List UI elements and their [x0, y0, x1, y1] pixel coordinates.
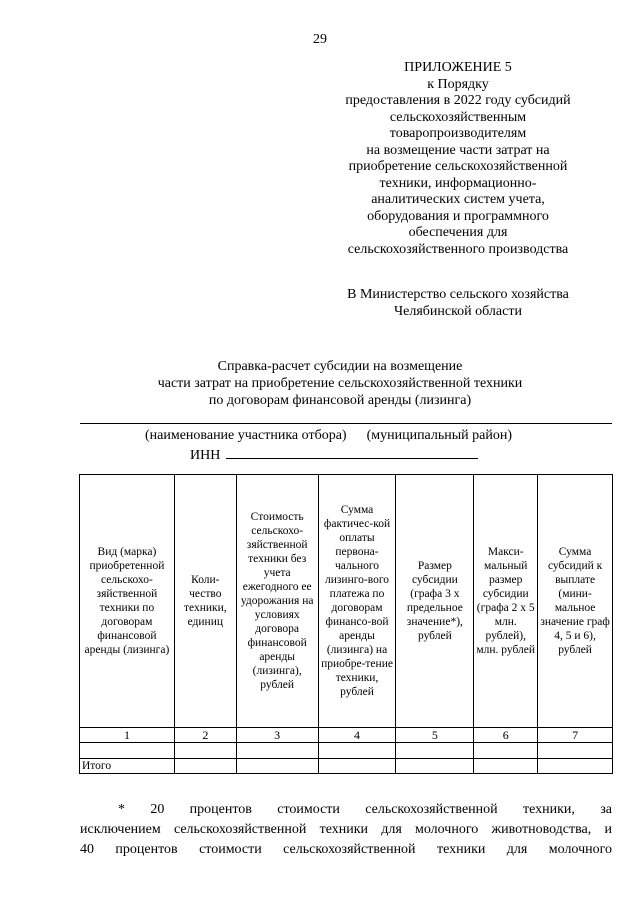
title-line: по договорам финансовой аренды (лизинга)	[208, 393, 472, 408]
table-cell	[318, 759, 396, 774]
footnote-line: 40 процентов стоимости сельскохозяйственной техники для молочного	[80, 842, 612, 857]
appendix-line: сельскохозяйственного производства	[347, 241, 569, 257]
header-cell: Макси-мальный размер субсидии (графа 2 х 5 млн. рублей), млн. рублей	[474, 475, 538, 728]
total-label: Итого	[80, 759, 175, 774]
appendix-line: техники, информационно-	[379, 175, 537, 191]
table-cell	[80, 743, 175, 759]
appendix-line: оборудования и программного	[367, 208, 549, 224]
column-number: 6	[474, 728, 538, 743]
inn-label: ИНН	[190, 448, 221, 463]
table-cell	[396, 743, 474, 759]
participant-name-field-line	[80, 423, 612, 424]
table-cell	[474, 743, 538, 759]
column-number: 1	[80, 728, 175, 743]
inn-field-line	[226, 444, 478, 459]
recipient-block	[300, 286, 616, 320]
footnote-line: * 20 процентов стоимости сельскохозяйственной техники, за	[118, 802, 612, 817]
appendix-line: сельскохозяйственным	[389, 109, 527, 125]
column-number: 7	[538, 728, 613, 743]
column-number: 4	[318, 728, 396, 743]
total-row	[80, 759, 613, 774]
table-cell	[538, 743, 613, 759]
document-title	[70, 358, 610, 409]
column-number-row	[80, 728, 613, 743]
table-cell	[318, 743, 396, 759]
column-number: 5	[396, 728, 474, 743]
column-number: 3	[236, 728, 318, 743]
table-cell	[174, 759, 236, 774]
title-line: части затрат на приобретение сельскохозяйственной техники	[157, 376, 523, 391]
table-cell	[538, 759, 613, 774]
table-cell	[236, 743, 318, 759]
header-cell: Вид (марка) приобретенной сельскохо-зяйственной техники по договорам финансовой аренды (лизинга)	[80, 475, 175, 728]
appendix-line: на возмещение части затрат на	[366, 142, 550, 158]
recipient-line: В Министерство сельского хозяйства	[347, 287, 569, 302]
appendix-line: ПРИЛОЖЕНИЕ 5	[404, 60, 512, 75]
page-number: 29	[313, 32, 327, 47]
appendix-line: товаропроизводителям	[389, 126, 527, 141]
appendix-line: к Порядку	[427, 76, 489, 92]
calculation-table	[79, 474, 613, 774]
appendix-block	[300, 60, 616, 258]
table-cell	[474, 759, 538, 774]
recipient-line: Челябинской области	[394, 304, 522, 319]
header-cell: Коли-чество техники, единиц	[174, 475, 236, 728]
inn-row	[190, 444, 478, 464]
table-cell	[174, 743, 236, 759]
appendix-line: аналитических систем учета,	[371, 192, 545, 207]
title-line: Справка-расчет субсидии на возмещение	[217, 359, 463, 374]
header-cell: Сумма субсидий к выплате (мини-мальное значение граф 4, 5 и 6), рублей	[538, 475, 613, 728]
appendix-line: предоставления в 2022 году субсидий	[345, 93, 571, 108]
column-number: 2	[174, 728, 236, 743]
participant-name-label: (наименование участника отбора)	[145, 428, 347, 443]
table-cell	[396, 759, 474, 774]
header-cell: Стоимость сельскохо-зяйственной техники без учета ежегодного ее удорожания на условиях договора финансовой аренды (лизинга), рублей	[236, 475, 318, 728]
appendix-line: приобретение сельскохозяйственной	[348, 159, 568, 174]
appendix-line: обеспечения для	[408, 225, 508, 240]
table-header-row	[80, 475, 613, 728]
footnote-line: исключением сельскохозяйственной техники для молочного животноводства, и	[80, 822, 612, 837]
header-cell: Сумма фактичес-кой оплаты первона-чального лизинго-вого платежа по договорам финансо-вой аренды (лизинга) на приобре-тение техники, рублей	[318, 475, 396, 728]
table-row	[80, 743, 613, 759]
participant-caption-row	[145, 428, 512, 444]
table-cell	[236, 759, 318, 774]
footnote	[80, 800, 612, 860]
header-cell: Размер субсидии (графа 3 х предельное значение*), рублей	[396, 475, 474, 728]
district-label: (муниципальный район)	[366, 428, 513, 443]
